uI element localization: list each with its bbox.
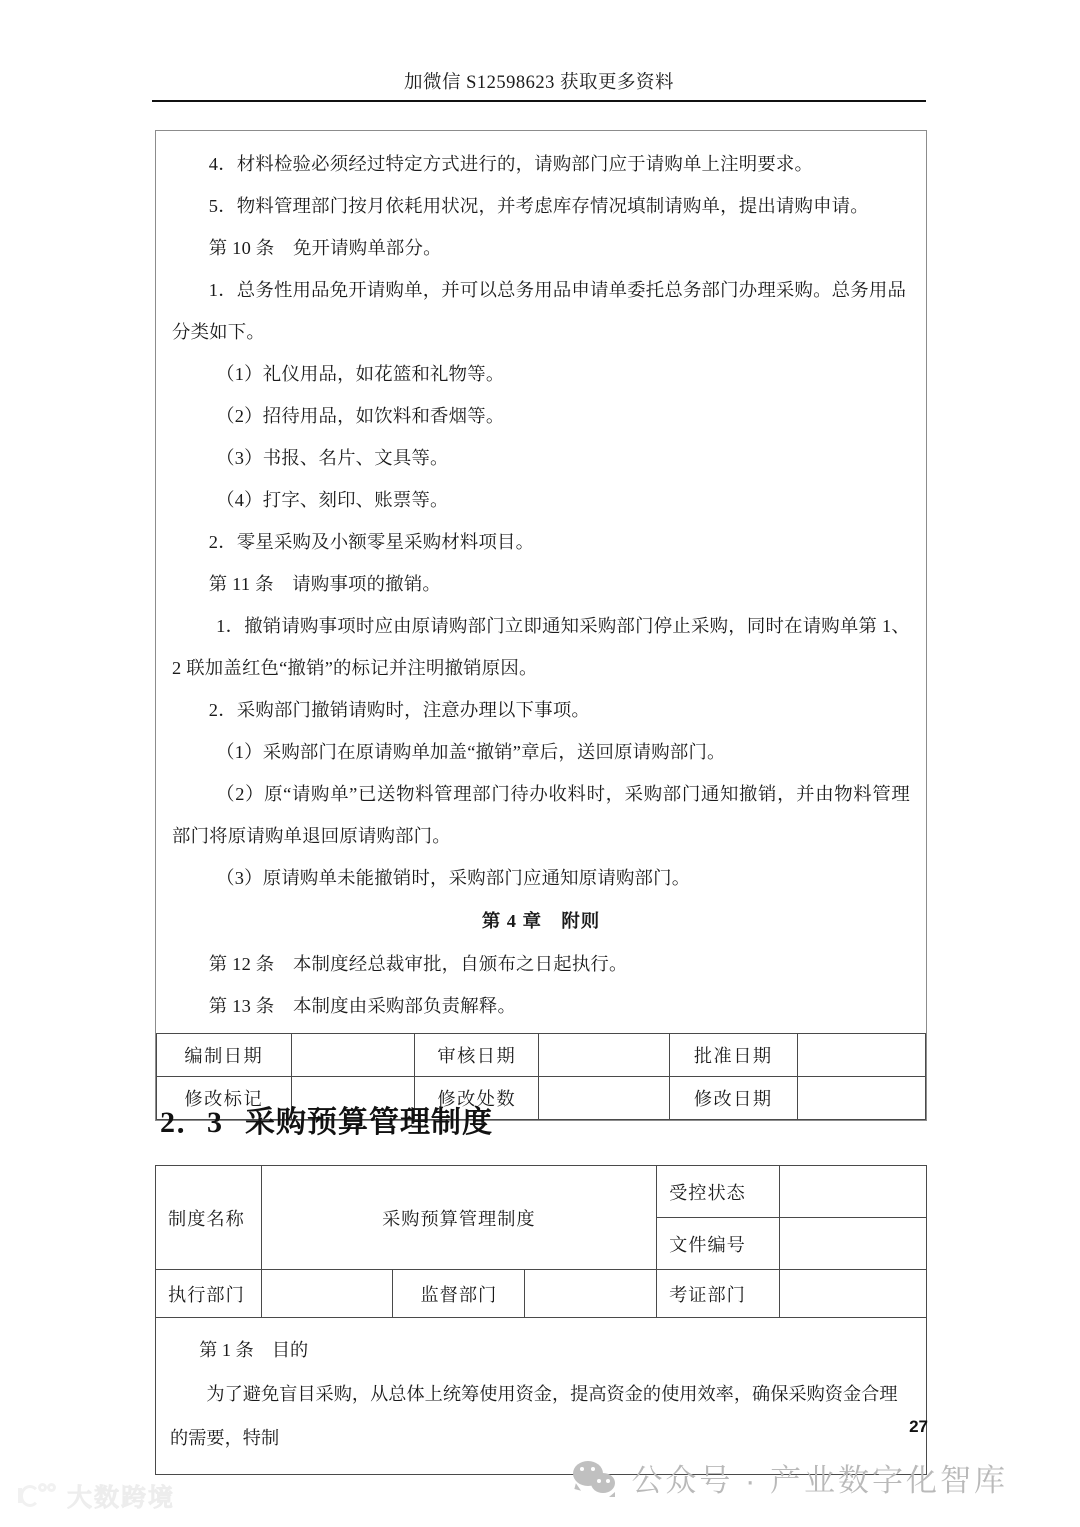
- meta-value-cell[interactable]: [539, 1077, 670, 1120]
- value-verify-dept[interactable]: [780, 1270, 927, 1318]
- clause-item: 2．采购部门撤销请购时，注意办理以下事项。: [208, 700, 591, 720]
- clause-item: 1．撤销请购事项时应由原请购部门立即通知采购部门停止采购，同时在请购单第 1、2 联加盖红色“撤销”的标记并注明撤销原因。: [172, 616, 910, 678]
- clause-item: 第 12 条 本制度经总裁审批，自颁布之日起执行。: [208, 954, 628, 974]
- meta-label-cell: 修改标记: [157, 1077, 292, 1120]
- wechat-icon: [573, 1459, 617, 1497]
- clause-item: （3）原请购单未能撤销时，采购部门应通知原请购部门。: [216, 868, 691, 888]
- brand-logo-label: 大数跨境: [67, 1484, 176, 1512]
- meta-value-cell[interactable]: [797, 1077, 925, 1120]
- meta-value-cell[interactable]: [539, 1034, 670, 1077]
- meta-label-cell: 修改处数: [415, 1077, 539, 1120]
- policy-header-table: [155, 1165, 927, 1475]
- clause-item: （2）招待用品，如饮料和香烟等。: [216, 406, 505, 426]
- label-controlled-status: 受控状态: [657, 1166, 780, 1218]
- clause-item: （2）原“请购单”已送物料管理部门待办收料时，采购部门通知撤销，并由物料管理部门将原请购单退回原请购部门。: [172, 784, 910, 846]
- clause-item: （1）采购部门在原请购单加盖“撤销”章后，送回原请购部门。: [216, 742, 726, 762]
- clause-item: 第 13 条 本制度由采购部负责解释。: [208, 996, 517, 1016]
- value-controlled-status[interactable]: [780, 1166, 927, 1218]
- table-row: [157, 1034, 926, 1077]
- clause-item: 1．总务性用品免开请购单，并可以总务用品申请单委托总务部门办理采购。总务用品分类如下。: [172, 280, 907, 342]
- header-rule: [152, 100, 926, 102]
- clause-item: （1）礼仪用品，如花篮和礼物等。: [216, 364, 505, 384]
- running-header: 加微信 S12598623 获取更多资料: [403, 73, 675, 93]
- label-exec-dept: 执行部门: [156, 1270, 262, 1318]
- value-document-number[interactable]: [780, 1218, 927, 1270]
- brand-mark-icon: [18, 1483, 58, 1509]
- meta-label-cell: 修改日期: [669, 1077, 797, 1120]
- chapter-heading: 第 4 章 附则: [481, 911, 601, 931]
- label-supervise-dept: 监督部门: [393, 1270, 525, 1318]
- wechat-watermark-label: 公众号 · 产业数字化智库: [631, 1463, 1008, 1498]
- section-title: 采购预算管理制度: [245, 1106, 493, 1139]
- value-exec-dept[interactable]: [261, 1270, 393, 1318]
- label-document-number: 文件编号: [657, 1218, 780, 1270]
- section-number: 2．3: [160, 1106, 223, 1139]
- meta-label-cell: 批准日期: [669, 1034, 797, 1077]
- brand-logo-watermark: [18, 1478, 175, 1514]
- clause-item: 2．零星采购及小额零星采购材料项目。: [208, 532, 535, 552]
- article-title: 第 1 条 目的: [199, 1340, 309, 1360]
- page-number: 27: [909, 1417, 928, 1436]
- wechat-watermark: [573, 1455, 1008, 1500]
- section-heading: [160, 1097, 493, 1141]
- table-row: [156, 1318, 927, 1475]
- label-verify-dept: 考证部门: [657, 1270, 780, 1318]
- clause-item: 4．材料检验必须经过特定方式进行的，请购部门应于请购单上注明要求。: [208, 154, 814, 174]
- value-system-name: 采购预算管理制度: [261, 1166, 656, 1270]
- meta-value-cell[interactable]: [291, 1034, 415, 1077]
- meta-label-cell: 编制日期: [157, 1034, 292, 1077]
- clause-item: 5．物料管理部门按月依耗用状况，并考虑库存情况填制请购单，提出请购申请。: [208, 196, 869, 216]
- table-row: [156, 1166, 927, 1218]
- article-body: 为了避免盲目采购，从总体上统筹使用资金，提高资金的使用效率，确保采购资金合理的需要，特制: [170, 1384, 898, 1448]
- meta-label-cell: 审核日期: [415, 1034, 539, 1077]
- lower-content-frame: [155, 1165, 927, 1475]
- clause-item: （3）书报、名片、文具等。: [216, 448, 449, 468]
- clause-item: 第 10 条 免开请购单部分。: [208, 238, 442, 258]
- value-supervise-dept[interactable]: [525, 1270, 657, 1318]
- clause-item: 第 11 条 请购事项的撤销。: [208, 574, 441, 594]
- table-row: [156, 1270, 927, 1318]
- meta-value-cell[interactable]: [797, 1034, 925, 1077]
- policy-article-cell: [156, 1318, 927, 1475]
- label-system-name: 制度名称: [156, 1166, 262, 1270]
- clause-item: （4）打字、刻印、账票等。: [216, 490, 449, 510]
- upper-content-frame: [155, 130, 927, 1121]
- upper-content-body: [156, 131, 926, 1120]
